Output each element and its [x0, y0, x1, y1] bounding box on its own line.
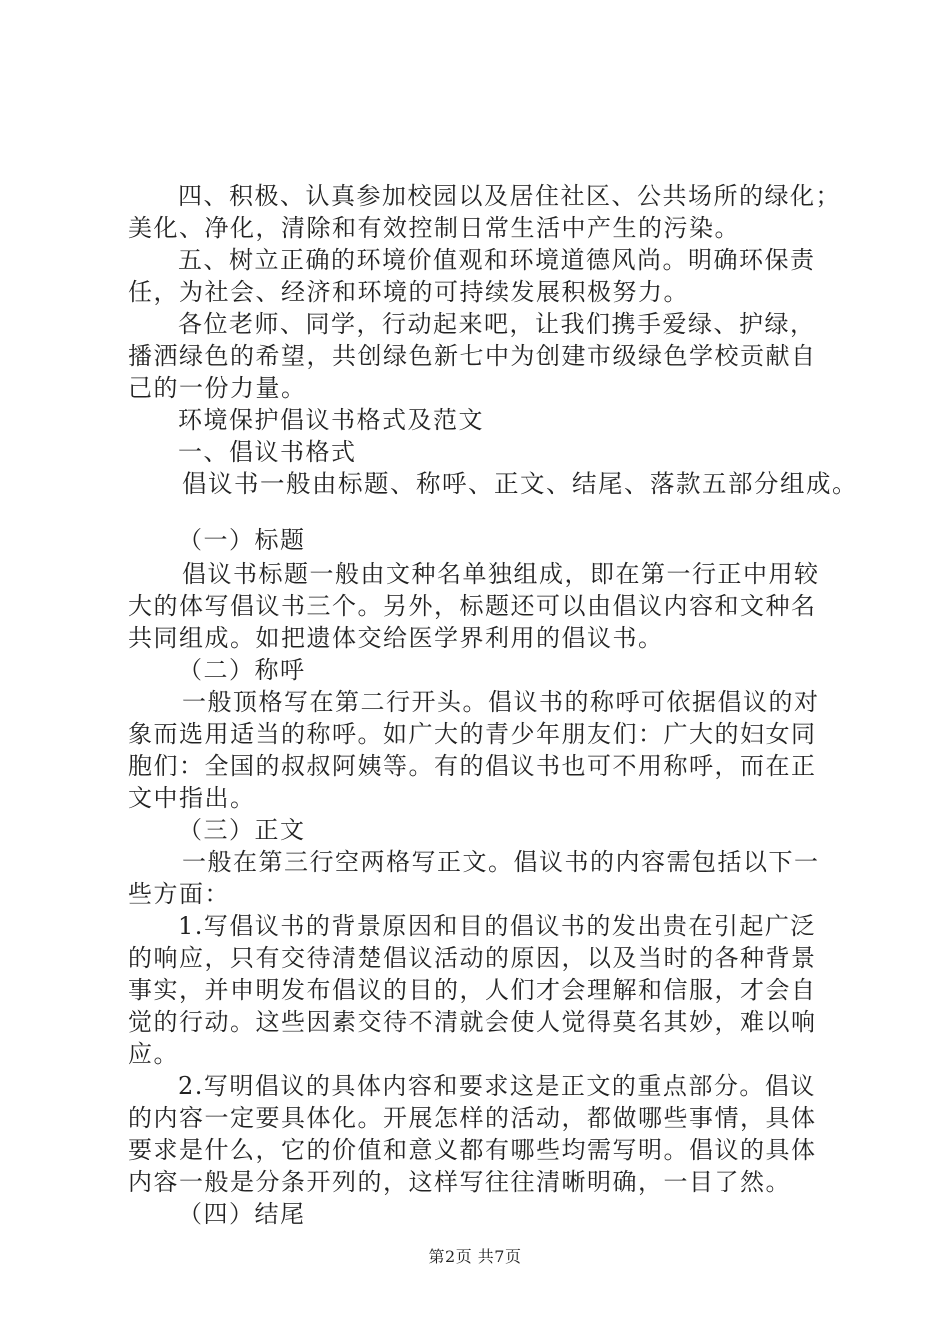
body-line: 大的体写倡议书三个。另外，标题还可以由倡议内容和文种名 — [128, 592, 817, 620]
body-line: 些方面： — [128, 880, 230, 908]
body-line: 各位老师、同学，行动起来吧，让我们携手爱绿、护绿， — [178, 310, 816, 338]
body-line: 2.写明倡议的具体内容和要求这是正文的重点部分。倡议 — [178, 1072, 816, 1100]
body-line: 播洒绿色的希望，共创绿色新七中为创建市级绿色学校贡献自 — [128, 342, 817, 370]
body-line: 共同组成。如把遗体交给医学界利用的倡议书。 — [128, 624, 664, 652]
body-line: 任，为社会、经济和环境的可持续发展积极努力。 — [128, 278, 689, 306]
body-line: 象而选用适当的称呼。如广大的青少年朋友们：广大的妇女同 — [128, 720, 817, 748]
body-line: 文中指出。 — [128, 784, 256, 812]
body-line: 1.写倡议书的背景原因和目的倡议书的发出贵在引起广泛 — [178, 912, 816, 940]
body-line: 一般在第三行空两格写正文。倡议书的内容需包括以下一 — [182, 848, 820, 876]
body-line: 一般顶格写在第二行开头。倡议书的称呼可依据倡议的对 — [182, 688, 820, 716]
section-heading: 环境保护倡议书格式及范文 — [178, 406, 484, 434]
body-line: 应。 — [128, 1040, 179, 1068]
body-line: 美化、净化，清除和有效控制日常生活中产生的污染。 — [128, 214, 740, 242]
body-line: 内容一般是分条开列的，这样写往往清晰明确，一目了然。 — [128, 1168, 791, 1196]
body-line: 己的一份力量。 — [128, 374, 307, 402]
body-line: 的内容一定要具体化。开展怎样的活动，都做哪些事情，具体 — [128, 1104, 817, 1132]
body-line: 的响应，只有交待清楚倡议活动的原因，以及当时的各种背景 — [128, 944, 817, 972]
page-footer: 第2页 共7页 — [428, 1247, 522, 1266]
body-line: 倡议书标题一般由文种名单独组成，即在第一行正中用较 — [182, 560, 820, 588]
subsection-heading: （二）称呼 — [178, 656, 306, 684]
body-line: 倡议书一般由标题、称呼、正文、结尾、落款五部分组成。 — [182, 469, 858, 498]
body-line: 胞们：全国的叔叔阿姨等。有的倡议书也可不用称呼，而在正 — [128, 752, 817, 780]
body-line: 觉的行动。这些因素交待不清就会使人觉得莫名其妙，难以响 — [128, 1008, 817, 1036]
section-heading: 一、倡议书格式 — [178, 438, 357, 466]
body-line: 五、树立正确的环境价值观和环境道德风尚。明确环保责 — [178, 246, 816, 274]
body-line: 事实，并申明发布倡议的目的，人们才会理解和信服，才会自 — [128, 976, 817, 1004]
subsection-heading: （三）正文 — [178, 816, 306, 844]
subsection-heading: （四）结尾 — [178, 1200, 306, 1228]
body-line: 要求是什么，它的价值和意义都有哪些均需写明。倡议的具体 — [128, 1136, 817, 1164]
subsection-heading: （一）标题 — [178, 526, 306, 554]
body-line: 四、积极、认真参加校园以及居住社区、公共场所的绿化； — [178, 182, 841, 210]
